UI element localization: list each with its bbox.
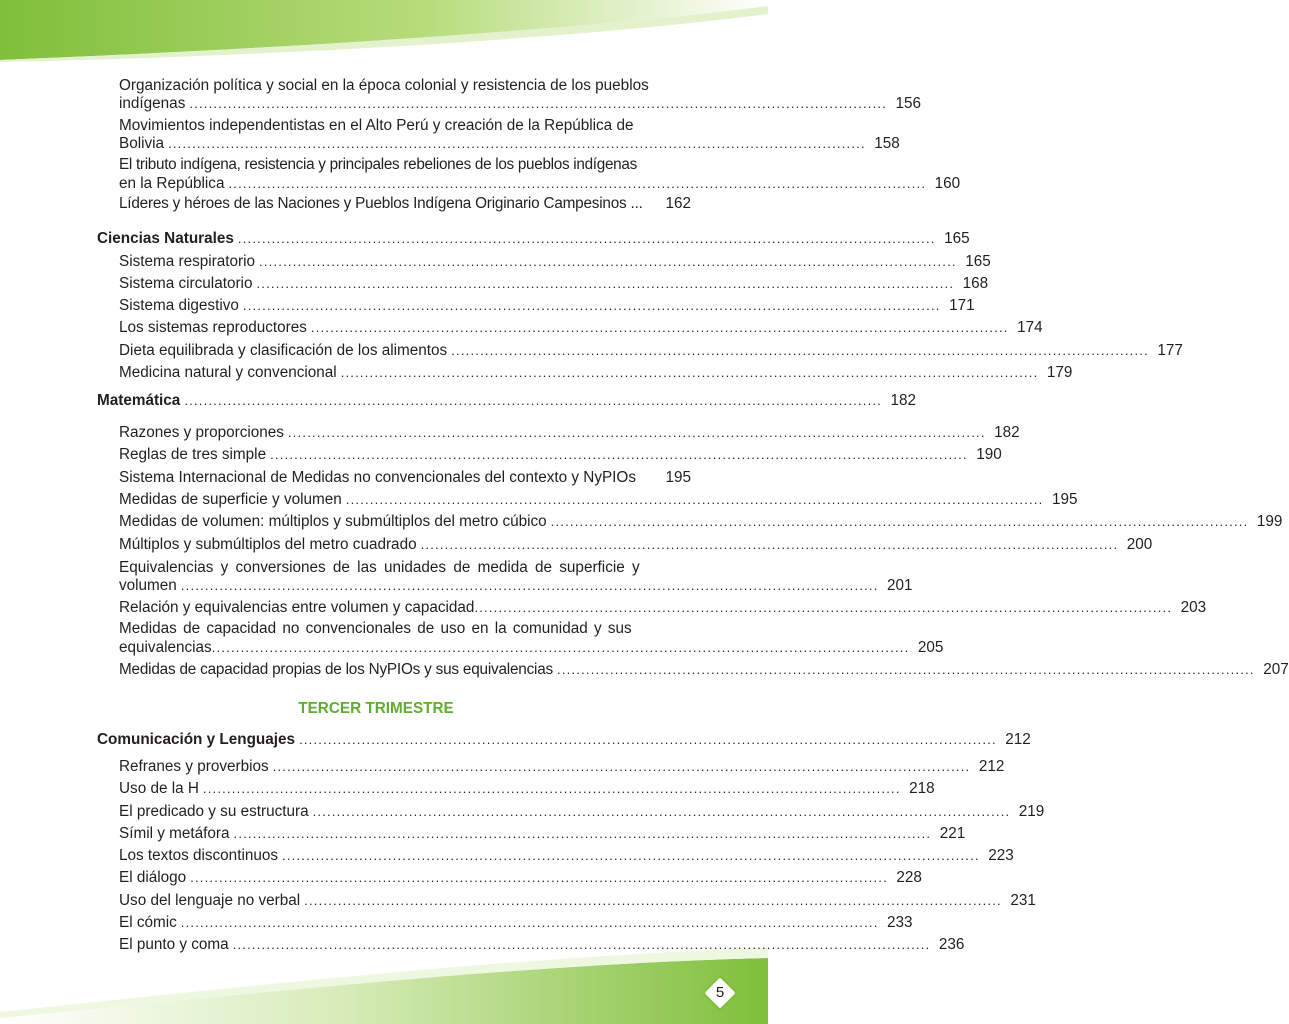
toc-entry-line1: Movimientos independentistas en el Alto Perú y creación de la República de <box>119 117 634 134</box>
toc-entry <box>119 779 935 799</box>
toc-entry-title: El predicado y su estructura <box>119 803 309 820</box>
toc-entry <box>119 824 966 844</box>
toc-entry-title: Múltiplos y submúltiplos del metro cuadrado <box>119 536 417 553</box>
dot-leader: ................................................................................................................................................. <box>242 298 941 313</box>
toc-entry-page: 171 <box>949 297 975 314</box>
dot-leader: ................................................................................................................................................. <box>270 447 968 462</box>
toc-entry-page: 179 <box>1046 364 1073 381</box>
toc-entry-page: 160 <box>934 175 961 192</box>
dot-leader: ................................................................................................................................................. <box>282 848 980 863</box>
toc-entry-line1: Medidas de capacidad no convencionales de uso en la comunidad y sus <box>119 620 632 637</box>
toc-entry <box>119 935 965 955</box>
dot-leader: ................................................................................................................................................. <box>237 231 936 246</box>
toc-entry-title: Los textos discontinuos <box>119 847 279 864</box>
toc-entry-page: 236 <box>938 936 965 953</box>
dot-leader: ................................................................................................................................................. <box>557 662 1255 677</box>
toc-entry-page: 158 <box>874 135 900 152</box>
toc-entry <box>119 423 1020 443</box>
toc-entry-title: Razones y proporciones <box>119 424 284 441</box>
dot-leader: ................................................................................................................................................. <box>259 254 957 269</box>
dot-leader: ................................................................................................................................................. <box>287 425 986 440</box>
toc-entry-title: Medicina natural y convencional <box>119 364 337 381</box>
toc-entry-page: 168 <box>962 275 989 292</box>
dot-leader: ................................................................................................................................................. <box>180 578 879 593</box>
toc-entry-line1: Equivalencias y conversiones de las unidades de medida de superficie y <box>119 559 640 576</box>
dot-leader: ................................................................................................................................................. <box>550 514 1249 529</box>
toc-entry <box>119 252 991 272</box>
toc-entry-title: Reglas de tres simple <box>119 446 267 463</box>
toc-entry-title: Sistema digestivo <box>119 297 239 314</box>
dot-leader: ................................................................................................................................................. <box>256 276 955 291</box>
toc-entry <box>119 512 1283 532</box>
toc-entry <box>119 174 961 194</box>
toc-entry-page: 223 <box>988 847 1014 864</box>
toc-entry <box>119 490 1078 510</box>
dot-leader: ................................................................................................................................................. <box>180 915 879 930</box>
toc-entry-title: Uso de la H <box>119 780 199 797</box>
toc-entry-page: 195 <box>1051 491 1078 508</box>
toc-entry-page: 174 <box>1017 319 1043 336</box>
dot-leader: ................................................................................................................................................. <box>228 176 927 191</box>
toc-entry-title: Bolivia <box>119 135 165 152</box>
section-page: 165 <box>944 230 970 247</box>
toc-entry-title: El punto y coma <box>119 936 229 953</box>
dot-leader: ................................................................................................................................................. <box>232 937 931 952</box>
section-title: Matemática <box>97 392 181 409</box>
dot-leader: ................................................................................................................................................. <box>304 893 1002 908</box>
toc-entry <box>119 468 691 488</box>
trimester-heading: TERCER TRIMESTRE <box>298 700 454 717</box>
dot-leader: ................................................................................................................................................. <box>190 870 888 885</box>
dot-leader: ................................................................................................................................................. <box>211 640 910 655</box>
dot-leader: ................................................................................................................................................. <box>340 365 1039 380</box>
dot-leader: ................................................................................................................................................. <box>189 96 888 111</box>
toc-entry-page: 156 <box>895 95 922 112</box>
toc-entry <box>119 576 913 596</box>
toc-entry <box>119 868 922 888</box>
toc-entry-page: 200 <box>1126 536 1153 553</box>
toc-entry-title: Medidas de capacidad propias de los NyPIOs y sus equivalencias <box>119 661 554 678</box>
toc-entry <box>119 891 1036 911</box>
toc-entry-title: equivalencias <box>119 639 212 656</box>
toc-entry <box>119 341 1183 361</box>
toc-entry-title: Líderes y héroes de las Naciones y Pueblos Indígena Originario Campesinos ... <box>119 195 643 212</box>
toc-entry-title: Dieta equilibrada y clasificación de los alimentos <box>119 342 448 359</box>
toc-entry <box>119 318 1043 338</box>
toc-entry <box>119 535 1153 555</box>
toc-entry <box>119 274 989 294</box>
toc-entry-page: 203 <box>1180 599 1207 616</box>
toc-entry-line1: El tributo indígena, resistencia y principales rebeliones de los pueblos indígenas <box>119 156 637 173</box>
toc-entry-page: 228 <box>896 869 922 886</box>
toc-entry-page: 165 <box>965 253 991 270</box>
toc-entry <box>119 194 691 214</box>
toc-entry-title: Sistema Internacional de Medidas no convencionales del contexto y NyPIOs <box>119 469 636 486</box>
toc-entry <box>119 598 1207 618</box>
dot-leader: ................................................................................................................................................. <box>168 136 866 151</box>
toc-entry-title: Sistema respiratorio <box>119 253 256 270</box>
toc-section-comunicacion <box>97 730 1031 750</box>
toc-entry-page: 182 <box>994 424 1020 441</box>
dot-leader: ................................................................................................................................................. <box>310 320 1009 335</box>
section-title: Ciencias Naturales <box>97 230 234 247</box>
toc-entry-title: Símil y metáfora <box>119 825 230 842</box>
toc-entry-title: El diálogo <box>119 869 187 886</box>
dot-leader: ................................................................................................................................................. <box>233 826 932 841</box>
toc-entry-title: Sistema circulatorio <box>119 275 253 292</box>
toc-entry-page: 218 <box>909 780 935 797</box>
dot-leader: ................................................................................................................................................. <box>184 393 883 408</box>
toc-entry <box>119 802 1045 822</box>
toc-entry <box>119 94 922 114</box>
section-title: Comunicación y Lenguajes <box>97 731 296 748</box>
dot-leader: ................................................................................................................................................. <box>312 804 1011 819</box>
dot-leader: ................................................................................................................................................. <box>202 781 901 796</box>
toc-entry-page: 190 <box>976 446 1002 463</box>
toc-entry-page: 221 <box>939 825 966 842</box>
toc-entry-page: 195 <box>665 469 691 486</box>
toc-entry <box>119 363 1073 383</box>
page-number: 5 <box>715 984 725 1001</box>
toc-entry-title: volumen <box>119 577 177 594</box>
toc-entry <box>119 660 1289 680</box>
toc-entry-page: 219 <box>1018 803 1045 820</box>
toc-entry <box>119 134 900 154</box>
toc-entry <box>119 445 1002 465</box>
section-page: 182 <box>890 392 917 409</box>
toc-entry-title: Uso del lenguaje no verbal <box>119 892 301 909</box>
toc-entry-title: en la República <box>119 175 225 192</box>
toc-entry-title: Relación y equivalencias entre volumen y capacidad <box>119 599 475 616</box>
toc-entry <box>119 846 1014 866</box>
toc-entry-page: 177 <box>1157 342 1183 359</box>
toc-entry-page: 199 <box>1256 513 1283 530</box>
toc-entry-page: 233 <box>886 914 913 931</box>
dot-leader: ................................................................................................................................................. <box>272 759 971 774</box>
toc-entry-page: 162 <box>665 195 691 212</box>
toc-entry-page: 212 <box>978 758 1005 775</box>
toc-entry-title: indígenas <box>119 95 186 112</box>
toc-entry-title: Los sistemas reproductores <box>119 319 307 336</box>
section-page: 212 <box>1005 731 1031 748</box>
toc-entry-title: Refranes y proverbios <box>119 758 269 775</box>
dot-leader: ................................................................................................................................................. <box>474 600 1173 615</box>
toc-entry <box>119 296 975 316</box>
toc-entry-page: 201 <box>887 577 913 594</box>
toc-entry-page: 231 <box>1010 892 1036 909</box>
toc-entry-page: 205 <box>917 639 944 656</box>
toc-entry-line1: Organización política y social en la época colonial y resistencia de los pueblos <box>119 77 649 94</box>
toc-section-ciencias-naturales <box>97 229 970 249</box>
toc-entry <box>119 757 1005 777</box>
dot-leader: ................................................................................................................................................. <box>299 732 997 747</box>
dot-leader: ................................................................................................................................................. <box>451 343 1149 358</box>
toc-section-matematica <box>97 391 917 411</box>
toc-entry <box>119 913 913 933</box>
toc-entry-title: El cómic <box>119 914 177 931</box>
toc-entry-title: Medidas de volumen: múltiplos y submúltiplos del metro cúbico <box>119 513 547 530</box>
dot-leader: ................................................................................................................................................. <box>420 537 1119 552</box>
toc-entry <box>119 638 944 658</box>
dot-leader: ................................................................................................................................................. <box>345 492 1044 507</box>
toc-entry-title: Medidas de superficie y volumen <box>119 491 342 508</box>
toc-entry-page: 207 <box>1263 661 1289 678</box>
